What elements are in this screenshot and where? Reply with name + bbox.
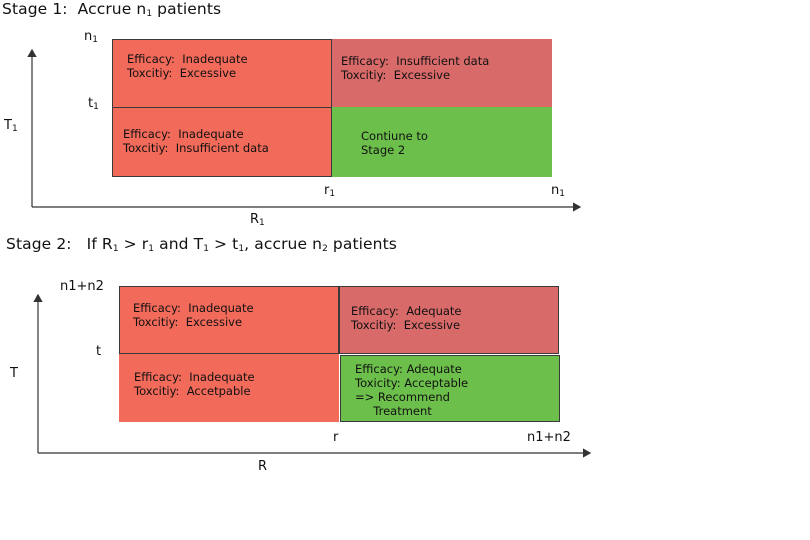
stage1-y-top-label (84, 29, 98, 44)
stage2-y-mid-label: t (96, 344, 102, 359)
stage2-title (6, 235, 397, 253)
stage2-title-and: and T (154, 235, 204, 253)
stage2-box-top-right (339, 286, 559, 354)
stage1-box-top-right (332, 39, 552, 108)
stage1-x-mid-label (324, 183, 335, 198)
stage2-title-mid: > r (118, 235, 149, 253)
stage1-y-axis-main: T (4, 118, 12, 133)
stage1-title-tail: patients (152, 0, 222, 18)
stage2-box-bottom-left (119, 354, 339, 422)
stage2-bl-toxicity: Toxcitiy: Accetpable (134, 384, 251, 398)
stage1-y-axis-label (4, 118, 18, 133)
stage1-x-axis-sub: 1 (259, 218, 265, 228)
stage2-title-end: patients (327, 235, 397, 253)
stage2-tl-efficacy: Efficacy: Inadequate (133, 301, 254, 315)
stage2-title-sub-t: 1 (203, 244, 210, 254)
stage2-title-sub-t2: 1 (238, 244, 245, 254)
stage2-bl-efficacy: Efficacy: Inadequate (134, 370, 255, 384)
stage1-x-end-label (551, 183, 565, 198)
stage2-title-gt: > t (209, 235, 239, 253)
stage2-y-top-label: n1+n2 (60, 279, 104, 294)
stage1-tl-toxicity: Toxcitiy: Excessive (127, 66, 237, 80)
stage1-bl-toxicity: Toxcitiy: Insufficient data (123, 141, 269, 155)
stage2-x-axis-label: R (258, 459, 268, 474)
stage2-title-tail: , accrue n (244, 235, 323, 253)
stage1-br-line2: Stage 2 (361, 143, 406, 157)
stage1-br-line1: Contiune to (361, 129, 428, 143)
stage2-tr-efficacy: Efficacy: Adequate (351, 304, 462, 318)
stage2-br-line4: Treatment (355, 404, 432, 418)
stage1-x-axis-main: R (250, 212, 260, 227)
stage1-box-bottom-left (112, 107, 332, 177)
stage2-br-line1: Efficacy: Adequate (355, 362, 462, 376)
stage1-tl-efficacy: Efficacy: Inadequate (127, 52, 248, 66)
stage2-y-axis-label: T (10, 366, 18, 381)
stage1-y-top-main: n (84, 29, 93, 44)
stage2-br-line2: Toxicity: Acceptable (355, 376, 469, 390)
stage1-title (2, 0, 221, 18)
stage1-tr-efficacy: Efficacy: Insufficient data (341, 54, 490, 68)
stage1-y-axis-sub: 1 (11, 124, 18, 134)
stage1-box-bottom-right (332, 107, 552, 177)
stage2-title-sub-r: 1 (112, 244, 119, 254)
stage1-bl-efficacy: Efficacy: Inadequate (123, 127, 244, 141)
stage1-title-main: Stage 1: Accrue n (2, 0, 147, 18)
stage2-box-top-left (119, 286, 339, 354)
stage2-title-sub-n: 2 (322, 244, 328, 254)
stage2-tl-toxicity: Toxcitiy: Excessive (133, 315, 243, 329)
stage1-x-end-main: n (551, 183, 560, 198)
stage2-tr-toxicity: Toxcitiy: Excessive (351, 318, 461, 332)
stage1-y-top-sub: 1 (92, 35, 98, 45)
stage1-x-mid-main: r (324, 183, 330, 198)
stage1-tr-toxicity: Toxcitiy: Excessive (341, 68, 451, 82)
stage2-box-bottom-right (340, 355, 560, 422)
stage1-x-axis-label (250, 212, 265, 227)
stage1-y-mid-label (88, 96, 99, 111)
stage2-br-line3: => Recommend (355, 390, 450, 404)
stage1-x-end-sub: 1 (559, 189, 565, 199)
stage2-x-mid-label: r (333, 430, 339, 445)
stage1-box-top-left (112, 39, 332, 108)
stage2-title-sub-r2: 1 (148, 244, 155, 254)
stage1-y-mid-main: t (88, 96, 94, 111)
stage1-x-mid-sub: 1 (329, 189, 336, 199)
stage1-y-mid-sub: 1 (93, 102, 99, 112)
stage2-x-end-label: n1+n2 (527, 430, 571, 445)
stage2-title-main: Stage 2: If R (6, 235, 113, 253)
stage1-title-sub: 1 (146, 9, 153, 19)
